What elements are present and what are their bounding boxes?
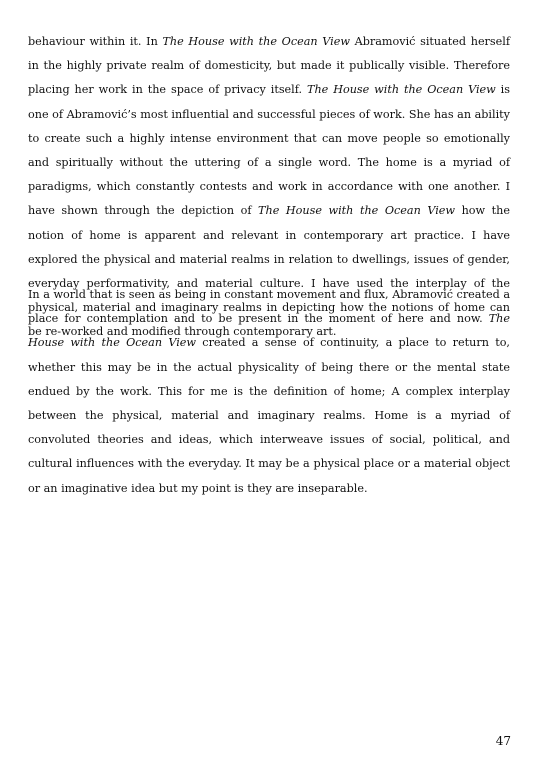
- italic-title-text: The House with the Ocean View: [28, 312, 510, 350]
- page-number: 47: [495, 734, 511, 748]
- body-text: behaviour within it. In: [28, 35, 163, 48]
- paragraph-2: [28, 283, 510, 501]
- body-text: how the notion of home is apparent and relevant in contemporary art practice. I have explored the physical and material realms in relation to dwellings, issues of gender, everyday performativity, and material culture. I have used the interplay of the physical, material and imaginary realms in depicting how the notions of home can be re-worked and modified through contemporary art.: [28, 204, 510, 339]
- body-text: is one of Abramović’s most influential and successful pieces of work. She has an ability to create such a highly intense environment that can move people so emotionally and spiritually without the uttering of a single word. The home is a myriad of paradigms, which constantly contests and work in accordance with one another. I have shown through the depiction of: [28, 83, 510, 218]
- body-text: In a world that is seen as being in constant movement and flux, Abramović created a place for contemplation and to be present in the moment of here and now.: [28, 288, 510, 326]
- italic-title-text: The House with the Ocean View: [306, 83, 496, 97]
- body-text: created a sense of continuity, a place to return to, whether this may be in the actual physicality of being there or the mental state endued by the work. This for me is the definition of home; A complex interplay between the physical, material and imaginary realms. Home is a myriad of convoluted theories and ideas, which interweave issues of social, political, and cultural influences with the everyday. It may be a physical place or a material object or an imaginative idea but my point is they are inseparable.: [28, 336, 510, 495]
- italic-title-text: The House with the Ocean View: [258, 204, 456, 218]
- body-text: Abramović situated herself in the highly private realm of domesticity, but made it publically visible. Therefore placing her work in the space of privacy itself.: [28, 35, 510, 97]
- paragraph-2-text: [28, 283, 510, 501]
- italic-title-text: The House with the Ocean View: [162, 35, 350, 48]
